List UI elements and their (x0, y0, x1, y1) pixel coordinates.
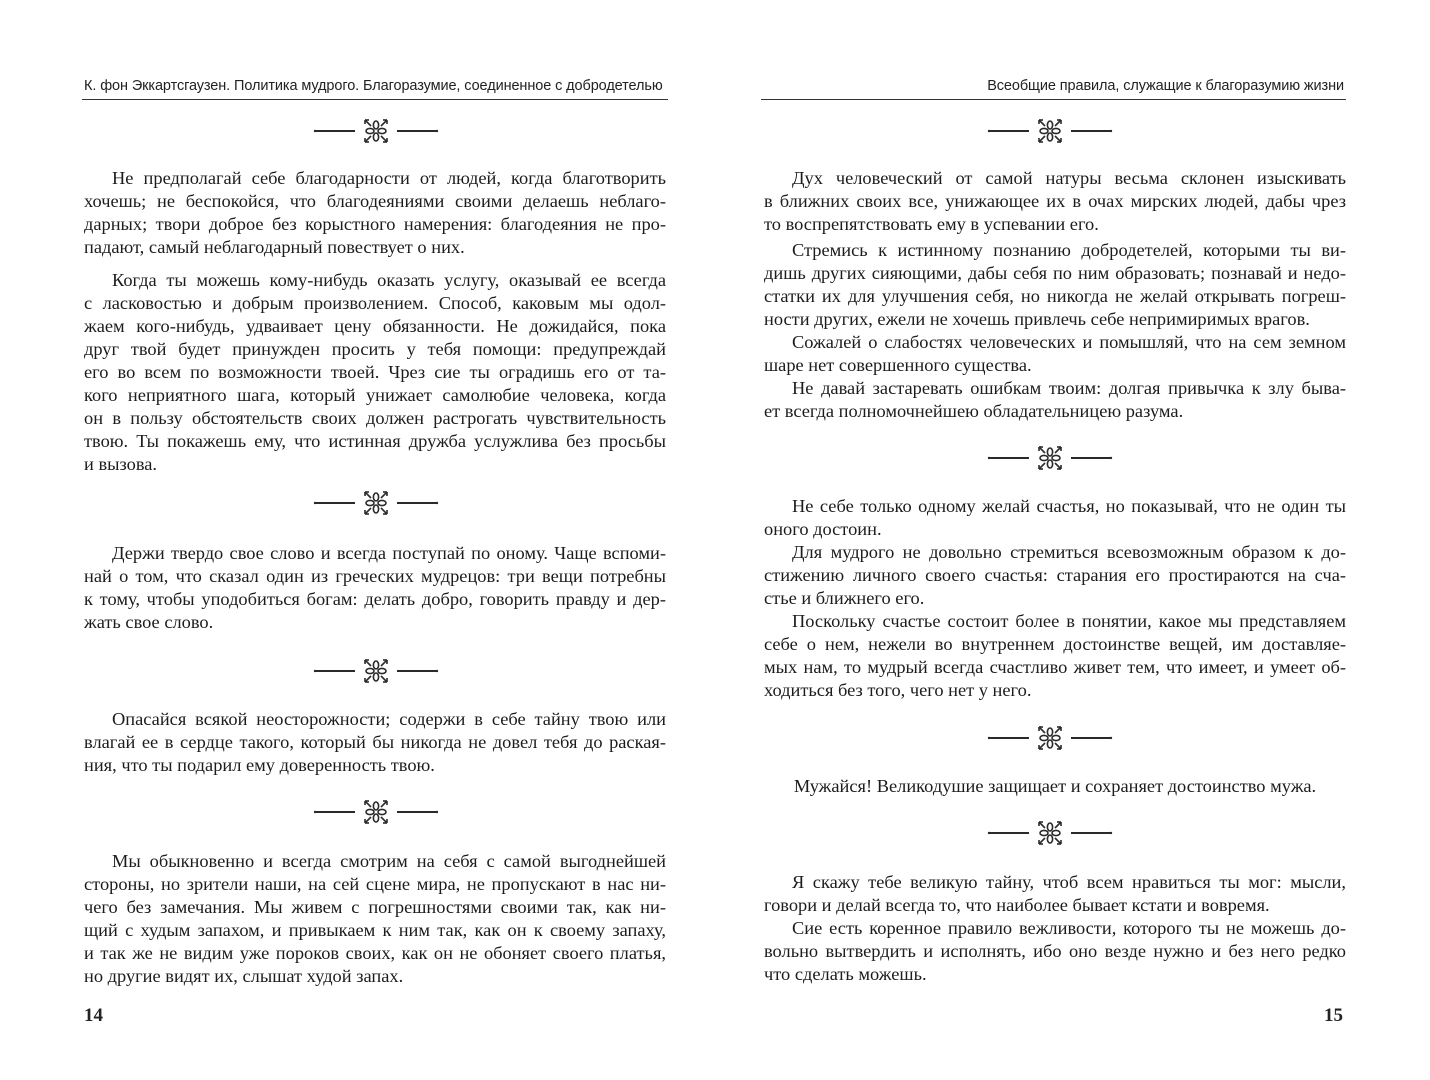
text-line: вольно вытвердить и исполнять, ибо оно везде нужно и без него редко (764, 941, 1346, 961)
text-line: в ближних своих все, унижающее их в очах мирских людей, дабы чрез (764, 191, 1346, 211)
text-line: падают, самый неблагодарный повествует о них. (84, 237, 465, 257)
text-line: влагай ее в сердце такого, который бы никогда не довел тебя до раская- (84, 732, 666, 752)
fleuron-divider-icon (311, 491, 441, 515)
text-line: что сделать можешь. (764, 964, 927, 984)
running-head-left: К. фон Эккартсгаузен. Политика мудрого. Благоразумие, соединенное с добродетелью (84, 78, 663, 94)
text-line: к тому, чтобы уподобиться богам: делать добро, говорить правду и дер- (84, 589, 666, 609)
text-line: статки их для улучшения себя, но никогда не желай открывать погреш- (764, 286, 1346, 306)
text-line: ности других, ежели не хочешь привлечь себе непримиримых врагов. (764, 309, 1310, 329)
text-line: шаре нет совершенного существа. (764, 355, 1032, 375)
text-line: стижению личного своего счастья: старания его простираются на сча- (764, 565, 1346, 585)
text-line: щий с худым запахом, и привыкаем к ним так, как он к своему запаху, (84, 920, 666, 940)
text-line: Для мудрого не довольно стремиться всевозможным образом к до- (792, 542, 1346, 562)
fleuron-divider-icon (985, 446, 1115, 470)
page-number-left: 14 (84, 1005, 103, 1026)
text-line: себе о нем, нежели во внутреннем достоинстве вещей, им доставляе- (764, 634, 1346, 654)
text-line: и так же не видим уже пороков своих, как он не обоняет своего платья, (84, 943, 666, 963)
header-rule-left (82, 99, 668, 100)
text-line: дарных; твори доброе без корыстного намерения: благодеяния не про- (84, 214, 666, 234)
text-line: жать свое слово. (84, 612, 214, 632)
text-line: ет всегда полномочнейшею обладательницею разума. (764, 401, 1184, 421)
text-line: ния, что ты подарил ему доверенность твою. (84, 755, 435, 775)
page-number-right: 15 (1324, 1005, 1343, 1026)
text-line: стье и ближнего его. (764, 588, 925, 608)
text-line: мых нам, то мудрый всегда счастливо живет тем, что имеет, и умеет об- (764, 657, 1346, 677)
fleuron-divider-icon (311, 800, 441, 824)
text-line: Сие есть коренное правило вежливости, которого ты не можешь до- (792, 918, 1346, 938)
text-line: он в пользу обстоятельств своих должен растрогать чувствительность (84, 408, 666, 428)
text-line: хочешь; не беспокойся, что благодеяниями своими делаешь неблаго- (84, 191, 666, 211)
text-line: твою. Ты покажешь ему, что истинная дружба услужлива без просьбы (84, 431, 666, 451)
text-line: стороны, но зрители наши, на сей сцене мира, не пропускают в нас ни- (84, 874, 666, 894)
text-line: Дух человеческий от самой натуры весьма склонен изыскивать (792, 168, 1346, 188)
text-line: Я скажу тебе великую тайну, чтоб всем нравиться ты мог: мысли, (792, 872, 1346, 892)
text-line: друг твой будет принужден просить у тебя помощи: предупреждай (84, 339, 666, 359)
text-line: то воспрепятствовать ему в успевании его. (764, 214, 1099, 234)
text-line: Опасайся всякой неосторожности; содержи в себе тайну твою или (112, 709, 666, 729)
running-head-right: Всеобщие правила, служащие к благоразумию жизни (987, 78, 1344, 94)
text-line: говори и делай всегда то, что наиболее бывает кстати и вовремя. (764, 895, 1270, 915)
text-line: Мы обыкновенно и всегда смотрим на себя с самой выгоднейшей (112, 851, 666, 871)
text-line: Сожалей о слабостях человеческих и помышляй, что на сем земном (792, 332, 1346, 352)
text-line: и вызова. (84, 454, 158, 474)
text-line: с ласковостью и добрым произволением. Способ, каковым мы одол- (84, 293, 666, 313)
header-rule-right (761, 99, 1346, 100)
text-line: Не давай застаревать ошибкам твоим: долгая привычка к злу быва- (792, 378, 1346, 398)
fleuron-divider-icon (311, 119, 441, 143)
fleuron-divider-icon (985, 821, 1115, 845)
text-line: Не предполагай себе благодарности от людей, когда благотворить (112, 168, 666, 188)
text-line: чего без замечания. Мы живем с погрешностями своими так, как ни- (84, 897, 666, 917)
text-line: Стремись к истинному познанию добродетелей, которыми ты ви- (792, 240, 1346, 260)
text-line: Не себе только одному желай счастья, но показывай, что не один ты (792, 496, 1346, 516)
fleuron-divider-icon (985, 119, 1115, 143)
text-line: оного достоин. (764, 519, 882, 539)
text-line: дишь других сияющими, дабы себя по ним образовать; познавай и недо- (764, 263, 1346, 283)
text-line: Поскольку счастье состоит более в понятии, какое мы представляем (792, 611, 1346, 631)
text-line: най о том, что сказал один из греческих мудрецов: три вещи потребны (84, 566, 666, 586)
fleuron-divider-icon (985, 726, 1115, 750)
text-line: кого неприятного шага, который унижает самолюбие человека, когда (84, 385, 666, 405)
text-line: жаем кого-нибудь, удваивает цену обязанности. Не дожидайся, пока (84, 316, 666, 336)
text-line: но другие видят их, слышат худой запах. (84, 966, 404, 986)
fleuron-divider-icon (311, 659, 441, 683)
text-line: Когда ты можешь кому-нибудь оказать услугу, оказывай ее всегда (112, 270, 666, 290)
text-line: ходиться без того, чего нет у него. (764, 680, 1032, 700)
text-line: его во всем по возможности твоей. Чрез сие ты оградишь его от та- (84, 362, 666, 382)
text-line: Мужайся! Великодушие защищает и сохраняет достоинство мужа. (793, 776, 1317, 796)
text-line: Держи твердо свое слово и всегда поступай по оному. Чаще вспоми- (112, 543, 666, 563)
right-page (715, 0, 1430, 1080)
